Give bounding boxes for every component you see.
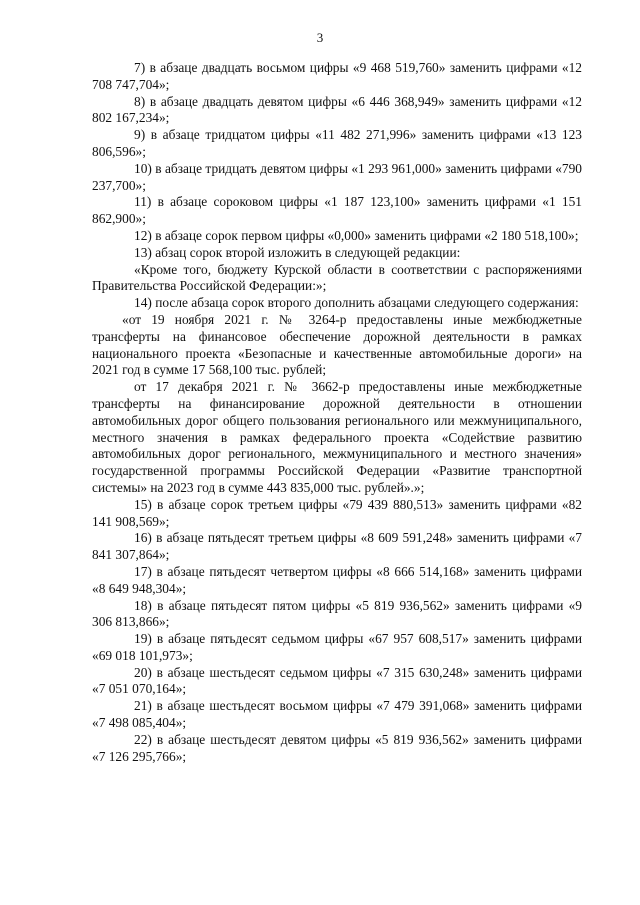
paragraph-13-quote: «Кроме того, бюджету Курской области в соответствии с распоряжениями Правительства Российской Федерации:»; (92, 261, 582, 294)
paragraph-21: 21) в абзаце шестьдесят восьмом цифры «7 479 391,068» заменить цифрами «7 498 085,404»; (92, 698, 582, 731)
paragraph-13: 13) абзац сорок второй изложить в следующей редакции: (134, 244, 461, 260)
paragraph-17: 17) в абзаце пятьдесят четвертом цифры «8 666 514,168» заменить цифрами «8 649 948,304»; (92, 563, 582, 596)
paragraph-15: 15) в абзаце сорок третьем цифры «79 439 880,513» заменить цифрами «82 141 908,569»; (92, 496, 582, 529)
paragraph-12: 12) в абзаце сорок первом цифры «0,000» заменить цифрами «2 180 518,100»; (134, 227, 579, 243)
paragraph-16: 16) в абзаце пятьдесят третьем цифры «8 609 591,248» заменить цифрами «7 841 307,864»; (92, 530, 582, 563)
paragraph-7: 7) в абзаце двадцать восьмом цифры «9 468 519,760» заменить цифрами «12 708 747,704»; (92, 60, 582, 92)
paragraph-11: 11) в абзаце сороковом цифры «1 187 123,100» заменить цифрами «1 151 862,900»; (92, 194, 582, 227)
paragraph-19: 19) в абзаце пятьдесят седьмом цифры «67 957 608,517» заменить цифрами «69 018 101,973»; (92, 631, 582, 663)
paragraph-22: 22) в абзаце шестьдесят девятом цифры «5 819 936,562» заменить цифрами «7 126 295,766»; (92, 731, 582, 764)
paragraph-9: 9) в абзаце тридцатом цифры «11 482 271,996» заменить цифрами «13 123 806,596»; (92, 127, 582, 159)
page-number: 3 (316, 30, 324, 45)
document-body (92, 60, 582, 765)
paragraph-10: 10) в абзаце тридцать девятом цифры «1 293 961,000» заменить цифрами «790 237,700»; (92, 160, 582, 193)
paragraph-8: 8) в абзаце двадцать девятом цифры «6 446 368,949» заменить цифрами «12 802 167,234»; (92, 93, 582, 126)
paragraph-20: 20) в абзаце шестьдесят седьмом цифры «7 315 630,248» заменить цифрами «7 051 070,164»; (92, 664, 582, 697)
paragraph-14-quote-2: от 17 декабря 2021 г. № 3662-р предоставлены иные межбюджетные трансферты на финансирование дорожной деятельности в отношении автомобильных дорог общего пользования регионального или межмуниципального, местного значения в рамках федерального проекта «Содействие развитию автомобильных дорог регионального, межмуниципального и местного значения» государственной программы Российской Федерации «Развитие транспортной системы» на 2023 год в сумме 443 835,000 тыс. рублей».»; (92, 379, 582, 495)
paragraph-18: 18) в абзаце пятьдесят пятом цифры «5 819 936,562» заменить цифрами «9 306 813,866»; (92, 597, 582, 630)
paragraph-14: 14) после абзаца сорок второго дополнить абзацами следующего содержания: (134, 295, 579, 311)
paragraph-14-quote-1: «от 19 ноября 2021 г. № 3264-р предоставлены иные межбюджетные трансферты на финансовое обеспечение дорожной деятельности в рамках национального проекта «Безопасные и качественные автомобильные дороги» на 2021 год в сумме 17 568,100 тыс. рублей; (92, 311, 582, 378)
